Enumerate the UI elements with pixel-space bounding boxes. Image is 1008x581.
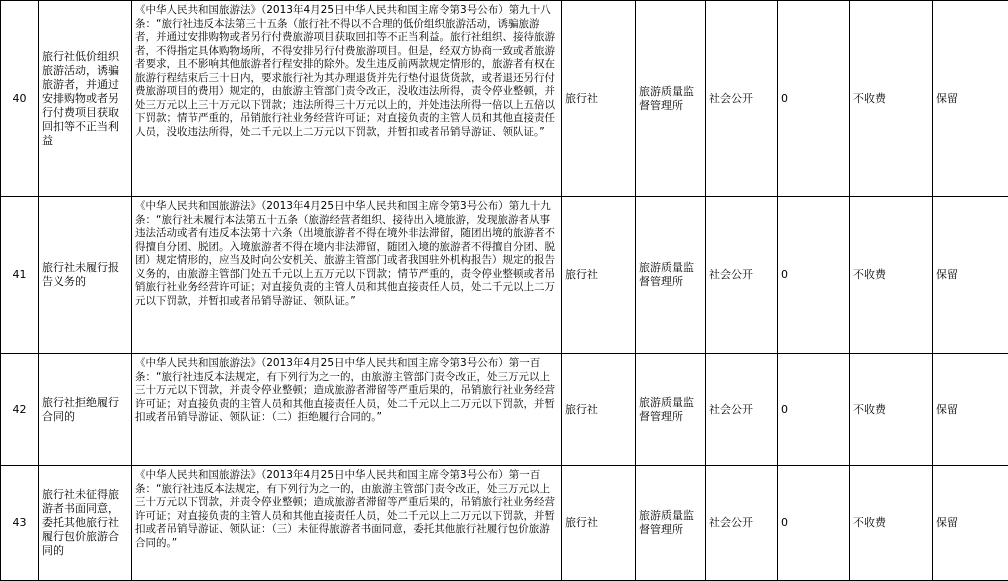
disclosure-scope: 社会公开 bbox=[706, 466, 778, 581]
department: 旅游质量监督管理所 bbox=[636, 354, 706, 466]
row-number: 40 bbox=[1, 1, 39, 197]
row-number: 43 bbox=[1, 466, 39, 581]
count: 0 bbox=[778, 197, 850, 354]
row-number: 41 bbox=[1, 197, 39, 354]
row-number: 42 bbox=[1, 354, 39, 466]
retain-status: 保留 bbox=[933, 466, 1008, 581]
table-row bbox=[1, 1, 1008, 197]
retain-status: 保留 bbox=[933, 1, 1008, 197]
count: 0 bbox=[778, 466, 850, 581]
legal-basis: 《中华人民共和国旅游法》（2013年4月25日中华人民共和国主席令第3号公布）第九十九条：“旅行社未履行本法第五十五条（旅游经营者组织、接待出入境旅游，发现旅游者从事违法活动或者有违反本法第十六条（出境旅游者不得在境外非法滞留，随团出境的旅游者不得擅自分团、脱团。入境旅游者不得在境内非法滞留，随团入境的旅游者不得擅自分团、脱团）规定情形的，应当及时向公安机关、旅游主管部门或者我国驻外机构报告）规定的报告义务的，由旅游主管部门处五千元以上五万元以下罚款；情节严重的，责令停业整顿或者吊销旅行社业务经营许可证；对直接负责的主管人员和其他直接责任人员，处二千元以上二万元以下罚款，并暂扣或者吊销导游证、领队证。” bbox=[132, 197, 562, 354]
table-row bbox=[1, 466, 1008, 581]
table-row bbox=[1, 197, 1008, 354]
item-name: 旅行社未履行报告义务的 bbox=[39, 197, 132, 354]
retain-status: 保留 bbox=[933, 197, 1008, 354]
disclosure-scope: 社会公开 bbox=[706, 197, 778, 354]
count: 0 bbox=[778, 354, 850, 466]
disclosure-scope: 社会公开 bbox=[706, 1, 778, 197]
department: 旅游质量监督管理所 bbox=[636, 466, 706, 581]
legal-basis: 《中华人民共和国旅游法》（2013年4月25日中华人民共和国主席令第3号公布）第一百条：“旅行社违反本法规定，有下列行为之一的，由旅游主管部门责令改正，处三万元以上三十万元以下罚款，并责令停业整顿；造成旅游者滞留等严重后果的，吊销旅行社业务经营许可证；对直接负责的主管人员和其他直接责任人员，处二千元以上二万元以下罚款，并暂扣或者吊销导游证、领队证：（二）拒绝履行合同的。” bbox=[132, 354, 562, 466]
item-name: 旅行社低价组织旅游活动，诱骗旅游者，并通过安排购物或者另行付费项目获取回扣等不正当利益 bbox=[39, 1, 132, 197]
subject: 旅行社 bbox=[562, 197, 636, 354]
subject: 旅行社 bbox=[562, 466, 636, 581]
fee: 不收费 bbox=[850, 354, 933, 466]
fee: 不收费 bbox=[850, 197, 933, 354]
legal-basis: 《中华人民共和国旅游法》（2013年4月25日中华人民共和国主席令第3号公布）第九十八条：“旅行社违反本法第三十五条（旅行社不得以不合理的低价组织旅游活动，诱骗旅游者，并通过安排购物或者另行付费旅游项目获取回扣等不正当利益。旅行社组织、接待旅游者，不得指定具体购物场所，不得安排另行付费旅游项目。但是，经双方协商一致或者旅游者要求，且不影响其他旅游者行程安排的除外。发生违反前两款规定情形的，旅游者有权在旅游行程结束后三十日内，要求旅行社为其办理退货并先行垫付退货货款，或者退还另行付费旅游项目的费用）规定的，由旅游主管部门责令改正，没收违法所得，责令停业整顿，并处三万元以上三十万元以下罚款；违法所得三十万元以上的，并处违法所得一倍以上五倍以下罚款；情节严重的，吊销旅行社业务经营许可证；对直接负责的主管人员和其他直接责任人员，没收违法所得，处二千元以上二万元以下罚款，并暂扣或者吊销导游证、领队证。” bbox=[132, 1, 562, 197]
department: 旅游质量监督管理所 bbox=[636, 1, 706, 197]
subject: 旅行社 bbox=[562, 354, 636, 466]
count: 0 bbox=[778, 1, 850, 197]
retain-status: 保留 bbox=[933, 354, 1008, 466]
item-name: 旅行社未征得旅游者书面同意，委托其他旅行社履行包价旅游合同的 bbox=[39, 466, 132, 581]
disclosure-scope: 社会公开 bbox=[706, 354, 778, 466]
fee: 不收费 bbox=[850, 466, 933, 581]
table-row bbox=[1, 354, 1008, 466]
department: 旅游质量监督管理所 bbox=[636, 197, 706, 354]
item-name: 旅行社拒绝履行合同的 bbox=[39, 354, 132, 466]
fee: 不收费 bbox=[850, 1, 933, 197]
legal-basis: 《中华人民共和国旅游法》（2013年4月25日中华人民共和国主席令第3号公布）第一百条：“旅行社违反本法规定，有下列行为之一的，由旅游主管部门责令改正，处三万元以上三十万元以下罚款，并责令停业整顿；造成旅游者滞留等严重后果的，吊销旅行社业务经营许可证；对直接负责的主管人员和其他直接责任人员，处二千元以上二万元以下罚款，并暂扣或者吊销导游证、领队证：（三）未征得旅游者书面同意，委托其他旅行社履行包价旅游合同的。” bbox=[132, 466, 562, 581]
subject: 旅行社 bbox=[562, 1, 636, 197]
